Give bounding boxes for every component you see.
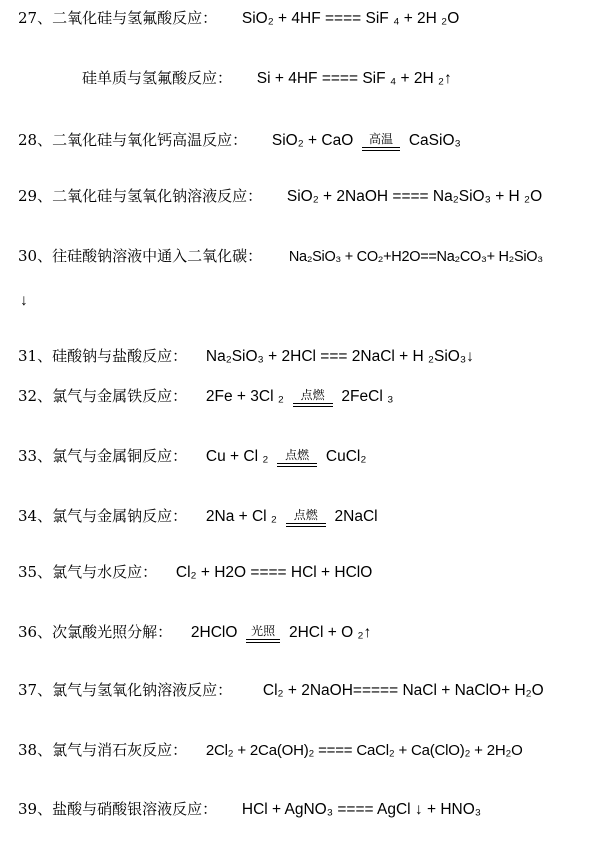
reaction-equation: Cl₂ + 2NaOH===== NaCl + NaClO+ H₂O: [262, 682, 544, 699]
reaction-row: [18, 8, 459, 29]
condition-bar: [293, 403, 333, 407]
reaction-row: [18, 130, 461, 151]
reaction-row: [18, 186, 542, 207]
reaction-number: 37、: [18, 681, 53, 699]
reaction-row: [18, 680, 544, 701]
reaction-row: [18, 622, 371, 643]
reaction-condition: [293, 389, 333, 407]
reaction-name: 氯气与水反应：: [52, 563, 158, 581]
reaction-number: 34、: [18, 507, 53, 525]
condition-text: 光照: [251, 624, 276, 638]
reaction-name: 盐酸与硝酸银溶液反应：: [52, 800, 218, 818]
reaction-condition: [277, 449, 317, 467]
condition-text: 点燃: [285, 448, 310, 462]
reaction-number: 33、: [18, 447, 53, 465]
condition-text: 高温: [369, 132, 394, 146]
reaction-condition: [362, 133, 400, 151]
reaction-number: 35、: [18, 563, 53, 581]
condition-bar: [246, 639, 280, 643]
reaction-row: [18, 246, 543, 267]
condition-text: 点燃: [300, 388, 325, 402]
reaction-row: [18, 386, 393, 407]
reaction-number: 28、: [18, 131, 53, 149]
reaction-row: [18, 446, 366, 467]
reaction-row: [82, 68, 452, 89]
reaction-number: 38、: [18, 741, 53, 759]
reaction-name: 氯气与金属钠反应：: [52, 507, 188, 525]
reaction-number: 31、: [18, 347, 53, 365]
reaction-row: [18, 740, 523, 761]
reaction-equation-left: 2HClO: [190, 624, 238, 641]
reaction-number: 27、: [18, 9, 53, 27]
reaction-name: 往硅酸钠溶液中通入二氧化碳：: [52, 247, 263, 265]
reaction-name: 二氧化硅与氧化钙高温反应：: [52, 131, 248, 149]
reaction-name: 硅单质与氢氟酸反应：: [82, 69, 233, 87]
reaction-name: 氯气与氢氧化钠溶液反应：: [52, 681, 233, 699]
reaction-equation-left: Cu + Cl ₂: [205, 448, 269, 465]
condition-bar: [286, 523, 326, 527]
reaction-row: [18, 346, 474, 367]
reaction-equation: Cl₂ + H2O ==== HCl + HClO: [175, 564, 373, 581]
reaction-equation-left: 2Fe + 3Cl ₂: [205, 388, 284, 405]
reaction-name: 氯气与消石灰反应：: [52, 741, 188, 759]
reaction-equation: HCl + AgNO₃ ==== AgCl ↓ + HNO₃: [241, 801, 482, 818]
reaction-number: 29、: [18, 187, 53, 205]
reaction-equation-left: SiO₂ + CaO: [271, 132, 354, 149]
reaction-number: 30、: [18, 247, 53, 265]
reaction-equation-right: 2FeCl ₃: [341, 388, 394, 405]
condition-bar: [277, 463, 317, 467]
reaction-name: 硅酸钠与盐酸反应：: [52, 347, 188, 365]
reaction-number: 39、: [18, 800, 53, 818]
reaction-name: 氯气与金属铁反应：: [52, 387, 188, 405]
reaction-row: [18, 799, 481, 820]
reaction-equation: Na₂SiO₃ + CO₂+H2O==Na₂CO₃+ H₂SiO₃: [288, 249, 543, 265]
reaction-equation: Na₂SiO₃ + 2HCl === 2NaCl + H ₂SiO₃↓: [205, 348, 474, 365]
condition-text: 点燃: [293, 508, 318, 522]
reaction-equation-right: CuCl₂: [325, 448, 367, 465]
reaction-equation-right: 2HCl + O ₂↑: [288, 624, 372, 641]
reaction-condition: [286, 509, 326, 527]
reaction-number: 36、: [18, 623, 53, 641]
condition-bar: [362, 147, 400, 151]
reaction-equation: SiO₂ + 2NaOH ==== Na₂SiO₃ + H ₂O: [286, 188, 543, 205]
precipitate-arrow: ↓: [20, 292, 28, 309]
reaction-row: [18, 506, 378, 527]
reaction-condition: [246, 625, 280, 643]
reaction-number: 32、: [18, 387, 53, 405]
reaction-equation-left: 2Na + Cl ₂: [205, 508, 277, 525]
reaction-equation-right: 2NaCl: [334, 508, 378, 525]
reaction-equation: SiO₂ + 4HF ==== SiF ₄ + 2H ₂O: [241, 10, 460, 27]
reaction-name: 二氧化硅与氢氧化钠溶液反应：: [52, 187, 263, 205]
reaction-row-continuation: [20, 290, 28, 311]
reaction-name: 氯气与金属铜反应：: [52, 447, 188, 465]
reaction-equation-right: CaSiO₃: [408, 132, 461, 149]
reaction-name: 二氧化硅与氢氟酸反应：: [52, 9, 218, 27]
reaction-row: [18, 562, 372, 583]
reaction-equation: Si + 4HF ==== SiF ₄ + 2H ₂↑: [256, 70, 452, 87]
reaction-equation: 2Cl₂ + 2Ca(OH)₂ ==== CaCl₂ + Ca(ClO)₂ + 2H₂O: [205, 742, 523, 759]
reaction-name: 次氯酸光照分解：: [52, 623, 173, 641]
